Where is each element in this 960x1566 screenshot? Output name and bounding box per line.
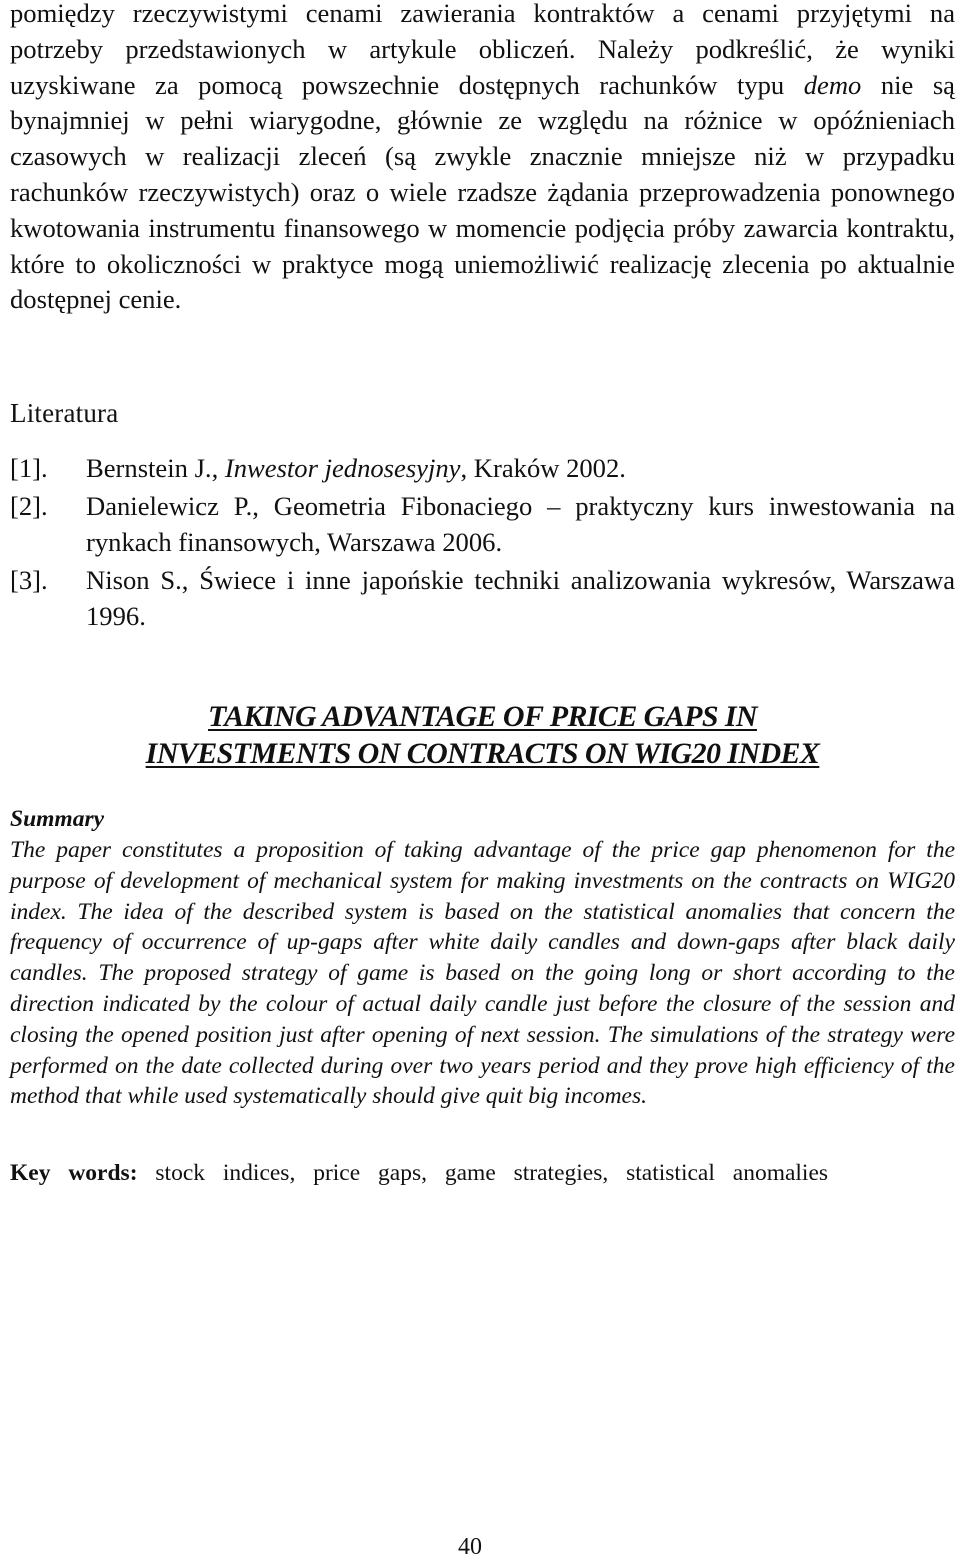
reference-author: Danielewicz P.	[86, 490, 253, 521]
body-paragraph	[10, 0, 955, 318]
keywords-text: stock indices, price gaps, game strategies, statistical anomalies	[155, 1160, 829, 1186]
page-number: 40	[458, 1534, 482, 1560]
reference-list	[10, 450, 955, 635]
english-title-line1: TAKING ADVANTAGE OF PRICE GAPS IN	[208, 700, 757, 733]
summary-text: The paper constitutes a proposition of taking advantage of the price gap phenomenon for the purpose of development of mechanical system for making investments on the contracts on WIG20 index. The idea of the described system is based on the statistical anomalies that concern the frequency of occurrence of up-gaps after white daily candles and down-gaps after black daily candles. The proposed strategy of game is based on the going long or short according to the direction indicated by the colour of actual daily candle just before the closure of the session and closing the opened position just after opening of next session. The simulations of the strategy were performed on the date collected during over two years period and they prove high efficiency of the method that while used systematically should give quit big incomes.	[10, 837, 955, 1110]
keywords-label: Key words:	[10, 1160, 138, 1186]
reference-number: [2].	[10, 490, 48, 521]
literature-heading: Literatura	[10, 398, 119, 428]
reference-author: Bernstein J.	[86, 453, 212, 483]
reference-item	[10, 488, 955, 561]
reference-number: [3].	[10, 564, 48, 595]
reference-item	[10, 562, 955, 635]
reference-details: , Warszawa 2006.	[314, 527, 503, 557]
reference-title: Geometria Fibonaciego – praktyczny kurs inwestowania na rynkach finansowych	[86, 490, 956, 557]
reference-title: Świece i inne japońskie techniki analizowania wykresów	[199, 564, 830, 595]
reference-author: Nison S.	[86, 564, 182, 595]
reference-details: , Warszawa 1996.	[86, 564, 955, 631]
keywords-line	[10, 1158, 955, 1188]
body-text-part2: nie są bynajmniej w pełni wiarygodne, głównie ze względu na różnice w opóźnieniach czasowych w realizacji zleceń (są zwykle znacznie mniejsze niż w przypadku rachunków rzeczywistych) oraz o wiele rzadsze żądania przeprowadzenia ponownego kwotowania instrumentu finansowego w momencie podjęcia próby zawarcia kontraktu, które to okoliczności w praktyce mogą uniemożliwić realizację zlecenia po aktualnie dostępnej cenie.	[10, 69, 955, 315]
reference-separator: ,	[181, 564, 200, 595]
reference-details: , Kraków 2002.	[460, 453, 626, 483]
english-title-line2: INVESTMENTS ON CONTRACTS ON WIG20 INDEX	[145, 737, 820, 770]
reference-item	[10, 450, 955, 487]
document-page	[10, 0, 956, 1186]
reference-separator: ,	[252, 490, 274, 521]
english-title	[10, 698, 955, 772]
reference-title: Inwestor jednosesyjny	[224, 453, 461, 483]
reference-separator: ,	[211, 453, 225, 483]
summary-heading: Summary	[10, 806, 105, 832]
body-text-emphasis: demo	[803, 69, 862, 100]
body-text-part1: pomiędzy rzeczywistymi cenami zawierania kontraktów a cenami przyjętymi na potrzeby przedstawionych w artykule obliczeń. Należy podkreślić, że wyniki uzyskiwane za pomocą powszechnie dostępnych rachunków typu	[10, 0, 955, 100]
reference-number: [1].	[10, 453, 48, 483]
